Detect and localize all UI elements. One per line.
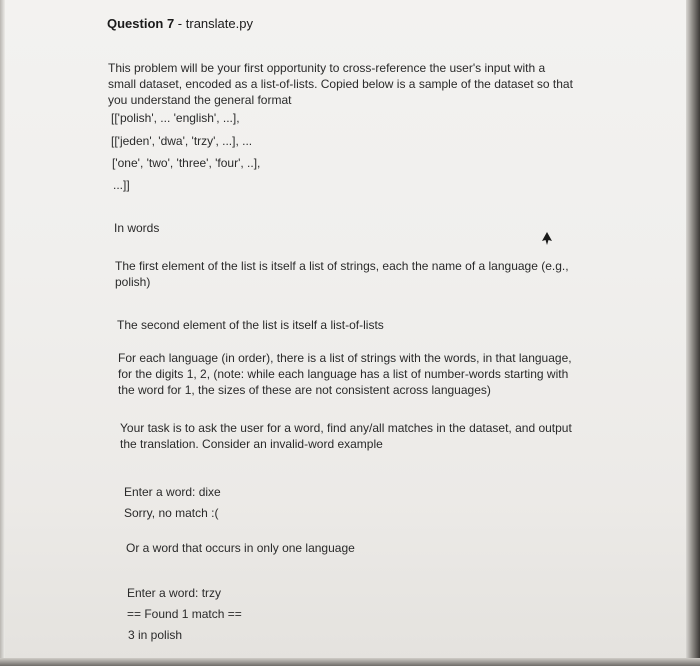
- screen-left-edge: [0, 0, 5, 666]
- paragraph-first-element: The first element of the list is itself a list of strings, each the name of a language (e.g., polish): [115, 259, 569, 289]
- paragraph-second-element: The second element of the list is itself a list-of-lists: [117, 318, 384, 332]
- paragraph-task: Your task is to ask the user for a word, find any/all matches in the dataset, and output the translation. Consider an invalid-word example: [120, 421, 572, 451]
- dataset-line: ...]]: [113, 178, 130, 192]
- dataset-line: ['one', 'two', 'three', 'four', ..],: [112, 156, 261, 170]
- dataset-line: [['jeden', 'dwa', 'trzy', ...], ...: [111, 134, 253, 148]
- intro-paragraph: This problem will be your first opportunity to cross-reference the user's input with a small dataset, encoded as a list-of-lists. Copied below is a sample of the dataset so that you understand the general format: [108, 61, 573, 107]
- example-valid-line: Enter a word: trzy: [127, 586, 222, 600]
- one-language-intro: Or a word that occurs in only one language: [126, 541, 355, 555]
- screen-bezel-right: [686, 0, 700, 666]
- question-file: translate.py: [185, 16, 253, 31]
- question-label: Question 7: [107, 16, 175, 31]
- title-separator: -: [174, 16, 186, 31]
- mouse-pointer-icon: [541, 232, 553, 246]
- example-invalid-line: Enter a word: dixe: [124, 485, 221, 499]
- screen-bezel-bottom: [0, 658, 700, 666]
- in-words-heading: In words: [114, 221, 160, 235]
- example-valid-line: 3 in polish: [128, 628, 183, 642]
- question-title: [107, 16, 253, 32]
- example-invalid-line: Sorry, no match :(: [124, 506, 219, 520]
- dataset-line: [['polish', ... 'english', ...],: [111, 111, 240, 125]
- example-valid-line: == Found 1 match ==: [127, 607, 242, 621]
- paragraph-each-language: For each language (in order), there is a list of strings with the words, in that language, for the digits 1, 2, (note: while each language has a list of number-words starting with the word for 1, the sizes of these are not consistent across languages): [118, 351, 572, 397]
